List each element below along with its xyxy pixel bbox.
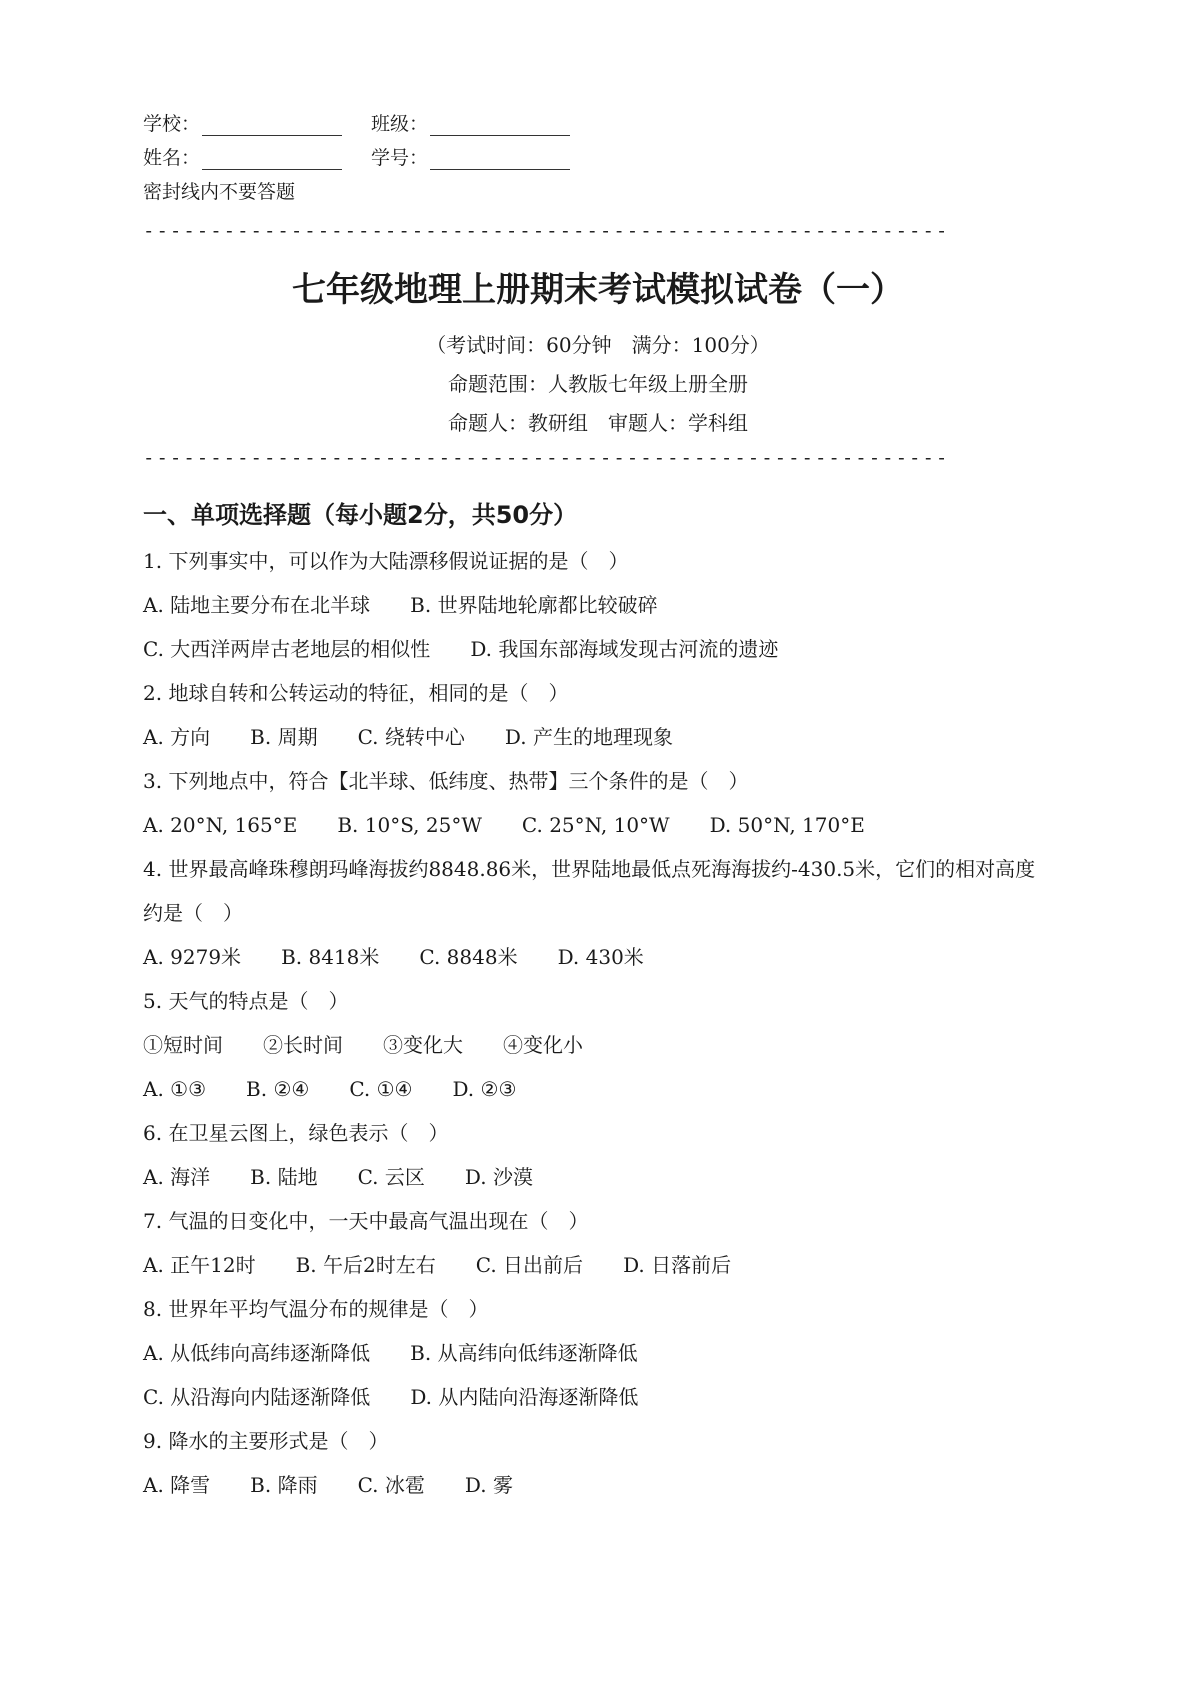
option-row xyxy=(143,583,1053,627)
option-item: ④变化小 xyxy=(503,1033,583,1057)
exam-title: 七年级地理上册期末考试模拟试卷（一） xyxy=(292,270,904,310)
option-item: B. 降雨 xyxy=(250,1473,318,1497)
header-row-1 xyxy=(143,112,1053,146)
option-item: D. 日落前后 xyxy=(623,1253,732,1277)
id-blank xyxy=(430,151,570,170)
exam-page xyxy=(143,112,1053,1507)
option-item: D. 沙漠 xyxy=(464,1165,533,1189)
option-item: D. 50°N, 170°E xyxy=(709,813,865,837)
seal-note: 密封线内不要答题 xyxy=(143,181,296,203)
question-stem: 4. 世界最高峰珠穆朗玛峰海拔约8848.86米，世界陆地最低点死海海拔约-430.5米，它们的相对高度约是（ ） xyxy=(143,857,1036,925)
option-item: A. 海洋 xyxy=(143,1165,211,1189)
option-item: B. 世界陆地轮廓都比较破碎 xyxy=(410,593,658,617)
question-stem: 6. 在卫星云图上，绿色表示（ ） xyxy=(143,1121,449,1145)
option-row xyxy=(143,1155,1053,1199)
option-item: B. 午后2时左右 xyxy=(295,1253,436,1277)
option-item: C. 8848米 xyxy=(419,945,518,969)
section-heading: 一、单项选择题（每小题2分，共50分） xyxy=(143,501,578,529)
option-item: C. 冰雹 xyxy=(357,1473,425,1497)
option-item: A. 20°N, 165°E xyxy=(143,813,298,837)
question-stem: 1. 下列事实中，可以作为大陆漂移假说证据的是（ ） xyxy=(143,549,629,573)
option-item: C. 绕转中心 xyxy=(357,725,465,749)
option-item: C. 大西洋两岸古老地层的相似性 xyxy=(143,637,431,661)
option-item: D. 430米 xyxy=(557,945,644,969)
name-field xyxy=(143,146,365,170)
option-item: A. 方向 xyxy=(143,725,211,749)
question-stem: 8. 世界年平均气温分布的规律是（ ） xyxy=(143,1297,489,1321)
exam-time-score: （考试时间：60分钟 满分：100分） xyxy=(426,333,770,357)
question-stem: 7. 气温的日变化中，一天中最高气温出现在（ ） xyxy=(143,1209,589,1233)
name-blank xyxy=(202,151,342,170)
option-item: D. 从内陆向沿海逐渐降低 xyxy=(410,1385,639,1409)
header-row-2 xyxy=(143,146,1053,180)
option-item: D. 我国东部海域发现古河流的遗迹 xyxy=(470,637,779,661)
option-item: A. ①③ xyxy=(143,1077,207,1101)
option-row xyxy=(143,715,1053,759)
option-row xyxy=(143,1243,1053,1287)
school-field xyxy=(143,112,365,136)
option-item: C. 云区 xyxy=(357,1165,425,1189)
option-row xyxy=(143,1067,1053,1111)
name-label: 姓名： xyxy=(143,147,201,169)
option-item: B. 8418米 xyxy=(281,945,380,969)
option-row xyxy=(143,803,1053,847)
option-item: A. 陆地主要分布在北半球 xyxy=(143,593,371,617)
option-row xyxy=(143,1375,1053,1419)
question-stem: 3. 下列地点中，符合【北半球、低纬度、热带】三个条件的是（ ） xyxy=(143,769,749,793)
option-row xyxy=(143,1331,1053,1375)
option-row xyxy=(143,1023,1053,1067)
option-item: B. 周期 xyxy=(250,725,318,749)
option-item: C. 日出前后 xyxy=(475,1253,584,1277)
option-row xyxy=(143,627,1053,671)
option-item: ②长时间 xyxy=(263,1033,343,1057)
option-item: D. 产生的地理现象 xyxy=(504,725,673,749)
option-item: ①短时间 xyxy=(143,1033,223,1057)
option-item: A. 从低纬向高纬逐渐降低 xyxy=(143,1341,371,1365)
title-dashed-line: ------------------------------------------------------------ xyxy=(143,447,950,469)
option-row xyxy=(143,1463,1053,1507)
option-item: D. ②③ xyxy=(452,1077,517,1101)
option-row xyxy=(143,935,1053,979)
option-item: B. 陆地 xyxy=(250,1165,318,1189)
id-label: 学号： xyxy=(371,147,429,169)
class-blank xyxy=(430,117,570,136)
option-item: C. 25°N, 10°W xyxy=(521,813,670,837)
class-field xyxy=(371,112,593,136)
question-stem: 5. 天气的特点是（ ） xyxy=(143,989,349,1013)
option-item: B. 10°S, 25°W xyxy=(337,813,482,837)
option-item: A. 9279米 xyxy=(143,945,242,969)
seal-dashed-line: ------------------------------------------------------------ xyxy=(143,220,950,242)
class-label: 班级： xyxy=(371,113,429,135)
question-stem: 2. 地球自转和公转运动的特征，相同的是（ ） xyxy=(143,681,569,705)
exam-scope: 命题范围：人教版七年级上册全册 xyxy=(448,372,748,396)
exam-authors: 命题人：教研组 审题人：学科组 xyxy=(448,411,748,435)
option-item: D. 雾 xyxy=(464,1473,513,1497)
id-field xyxy=(371,146,593,170)
option-item: C. ①④ xyxy=(349,1077,413,1101)
school-blank xyxy=(202,117,342,136)
question-stem: 9. 降水的主要形式是（ ） xyxy=(143,1429,389,1453)
option-item: ③变化大 xyxy=(383,1033,463,1057)
option-item: A. 正午12时 xyxy=(143,1253,256,1277)
school-label: 学校： xyxy=(143,113,201,135)
option-item: C. 从沿海向内陆逐渐降低 xyxy=(143,1385,371,1409)
option-item: A. 降雪 xyxy=(143,1473,211,1497)
option-item: B. ②④ xyxy=(246,1077,310,1101)
option-item: B. 从高纬向低纬逐渐降低 xyxy=(410,1341,638,1365)
question-list xyxy=(143,539,1053,1507)
